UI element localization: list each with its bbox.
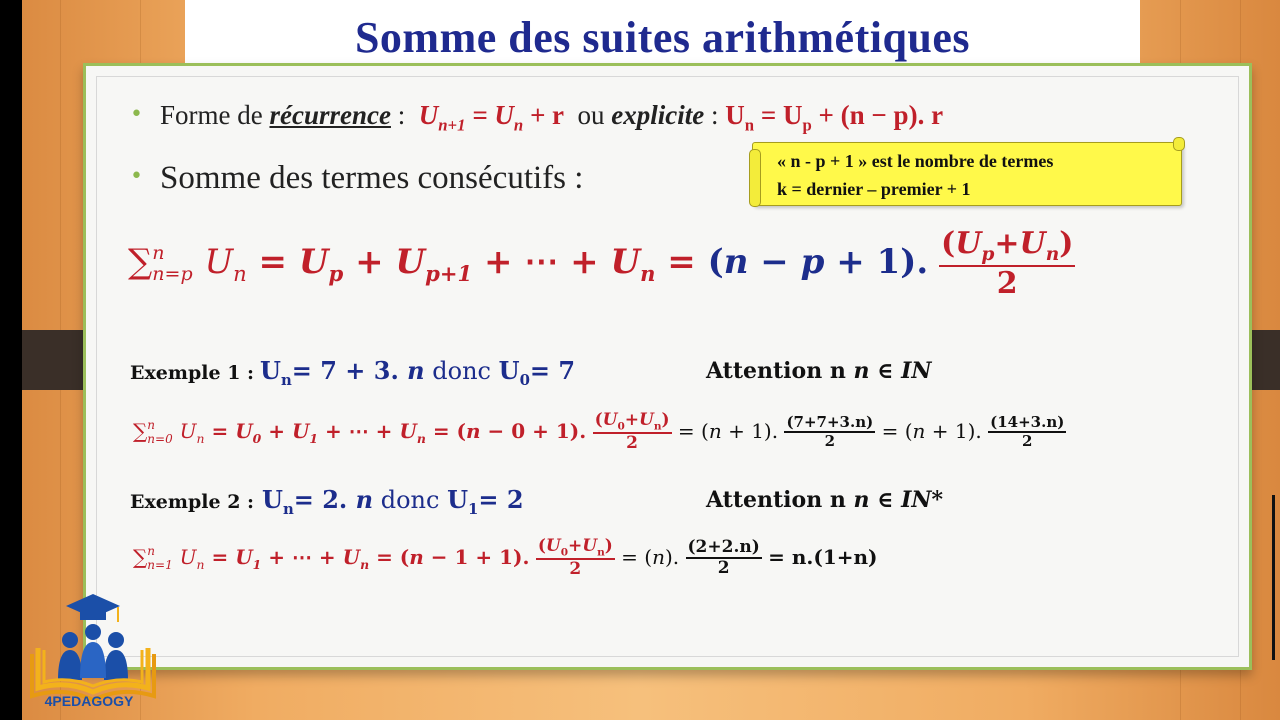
- main-formula: ∑ n n=p $U_n = U_p + U_{p+1}$ + ⋯ + $U_n = (n - p + 1)$. $\frac{(U_p+U_n)}{2}$: [128, 226, 1074, 301]
- or-word: ou: [577, 100, 605, 130]
- recurrence-line: Forme de récurrence : $U_{n+1} = U_n + r$ ou explicite : $U_n = U_p + (n - p)$. r: [160, 100, 944, 135]
- example2-label: Exemple 2 :: [130, 491, 255, 513]
- explicit-formula: $U_n = U_p + (n - p)$. r: [725, 100, 944, 135]
- example2-attention: Attention n n ∈ IN*: [706, 487, 944, 513]
- scroll-indicator: [1272, 495, 1275, 660]
- slide-title: Somme des suites arithmétiques: [354, 13, 971, 62]
- somme-label: Somme des termes consécutifs :: [160, 160, 584, 196]
- example1-attention: Attention n n ∈ IN: [706, 358, 932, 384]
- example2-definition: $U_n= 2$. n donc $U_1= 2$: [262, 485, 524, 518]
- example2-sum: ∑ n n=1 $U_n = U_1$ + ⋯ + $U_n = (n - 1 + 1)$. $\frac{(U_0+U_n)}{2}$ = (n). $\frac{(2+2.n)}{2}$ = n.(1+n): [133, 536, 878, 580]
- bullet-dot: •: [130, 164, 143, 189]
- explicit-keyword: explicite: [611, 100, 705, 130]
- recurrence-prefix: Forme de: [160, 100, 270, 130]
- left-black-bar: [0, 0, 22, 720]
- note-line-2: k = dernier – premier + 1: [777, 179, 971, 199]
- note-scroll: [752, 142, 1182, 206]
- recurrence-colon: :: [390, 100, 406, 130]
- example1-definition: $U_n= 7 + 3$. n donc $U_0= 7$: [260, 356, 576, 389]
- example1-label: Exemple 1 :: [130, 362, 255, 384]
- note-line-1: « n - p + 1 » est le nombre de termes: [777, 151, 1054, 171]
- example1-sum: ∑ n n=0 $U_n = U_0 + U_1$ + ⋯ + $U_n = (n - 0 + 1)$. $\frac{(U_0+U_n)}{2}$ = (n + 1). $\frac{(7+7+3.n)}{2}$ = (n + 1). $\frac{(14+3.n)}{2}$: [133, 410, 1065, 454]
- bullet-dot: •: [130, 102, 143, 127]
- recurrence-formula: $U_{n+1} = U_n + r$: [411, 100, 565, 135]
- recurrence-keyword: récurrence: [269, 100, 391, 130]
- logo-text: 4PEDAGOGY: [44, 693, 134, 709]
